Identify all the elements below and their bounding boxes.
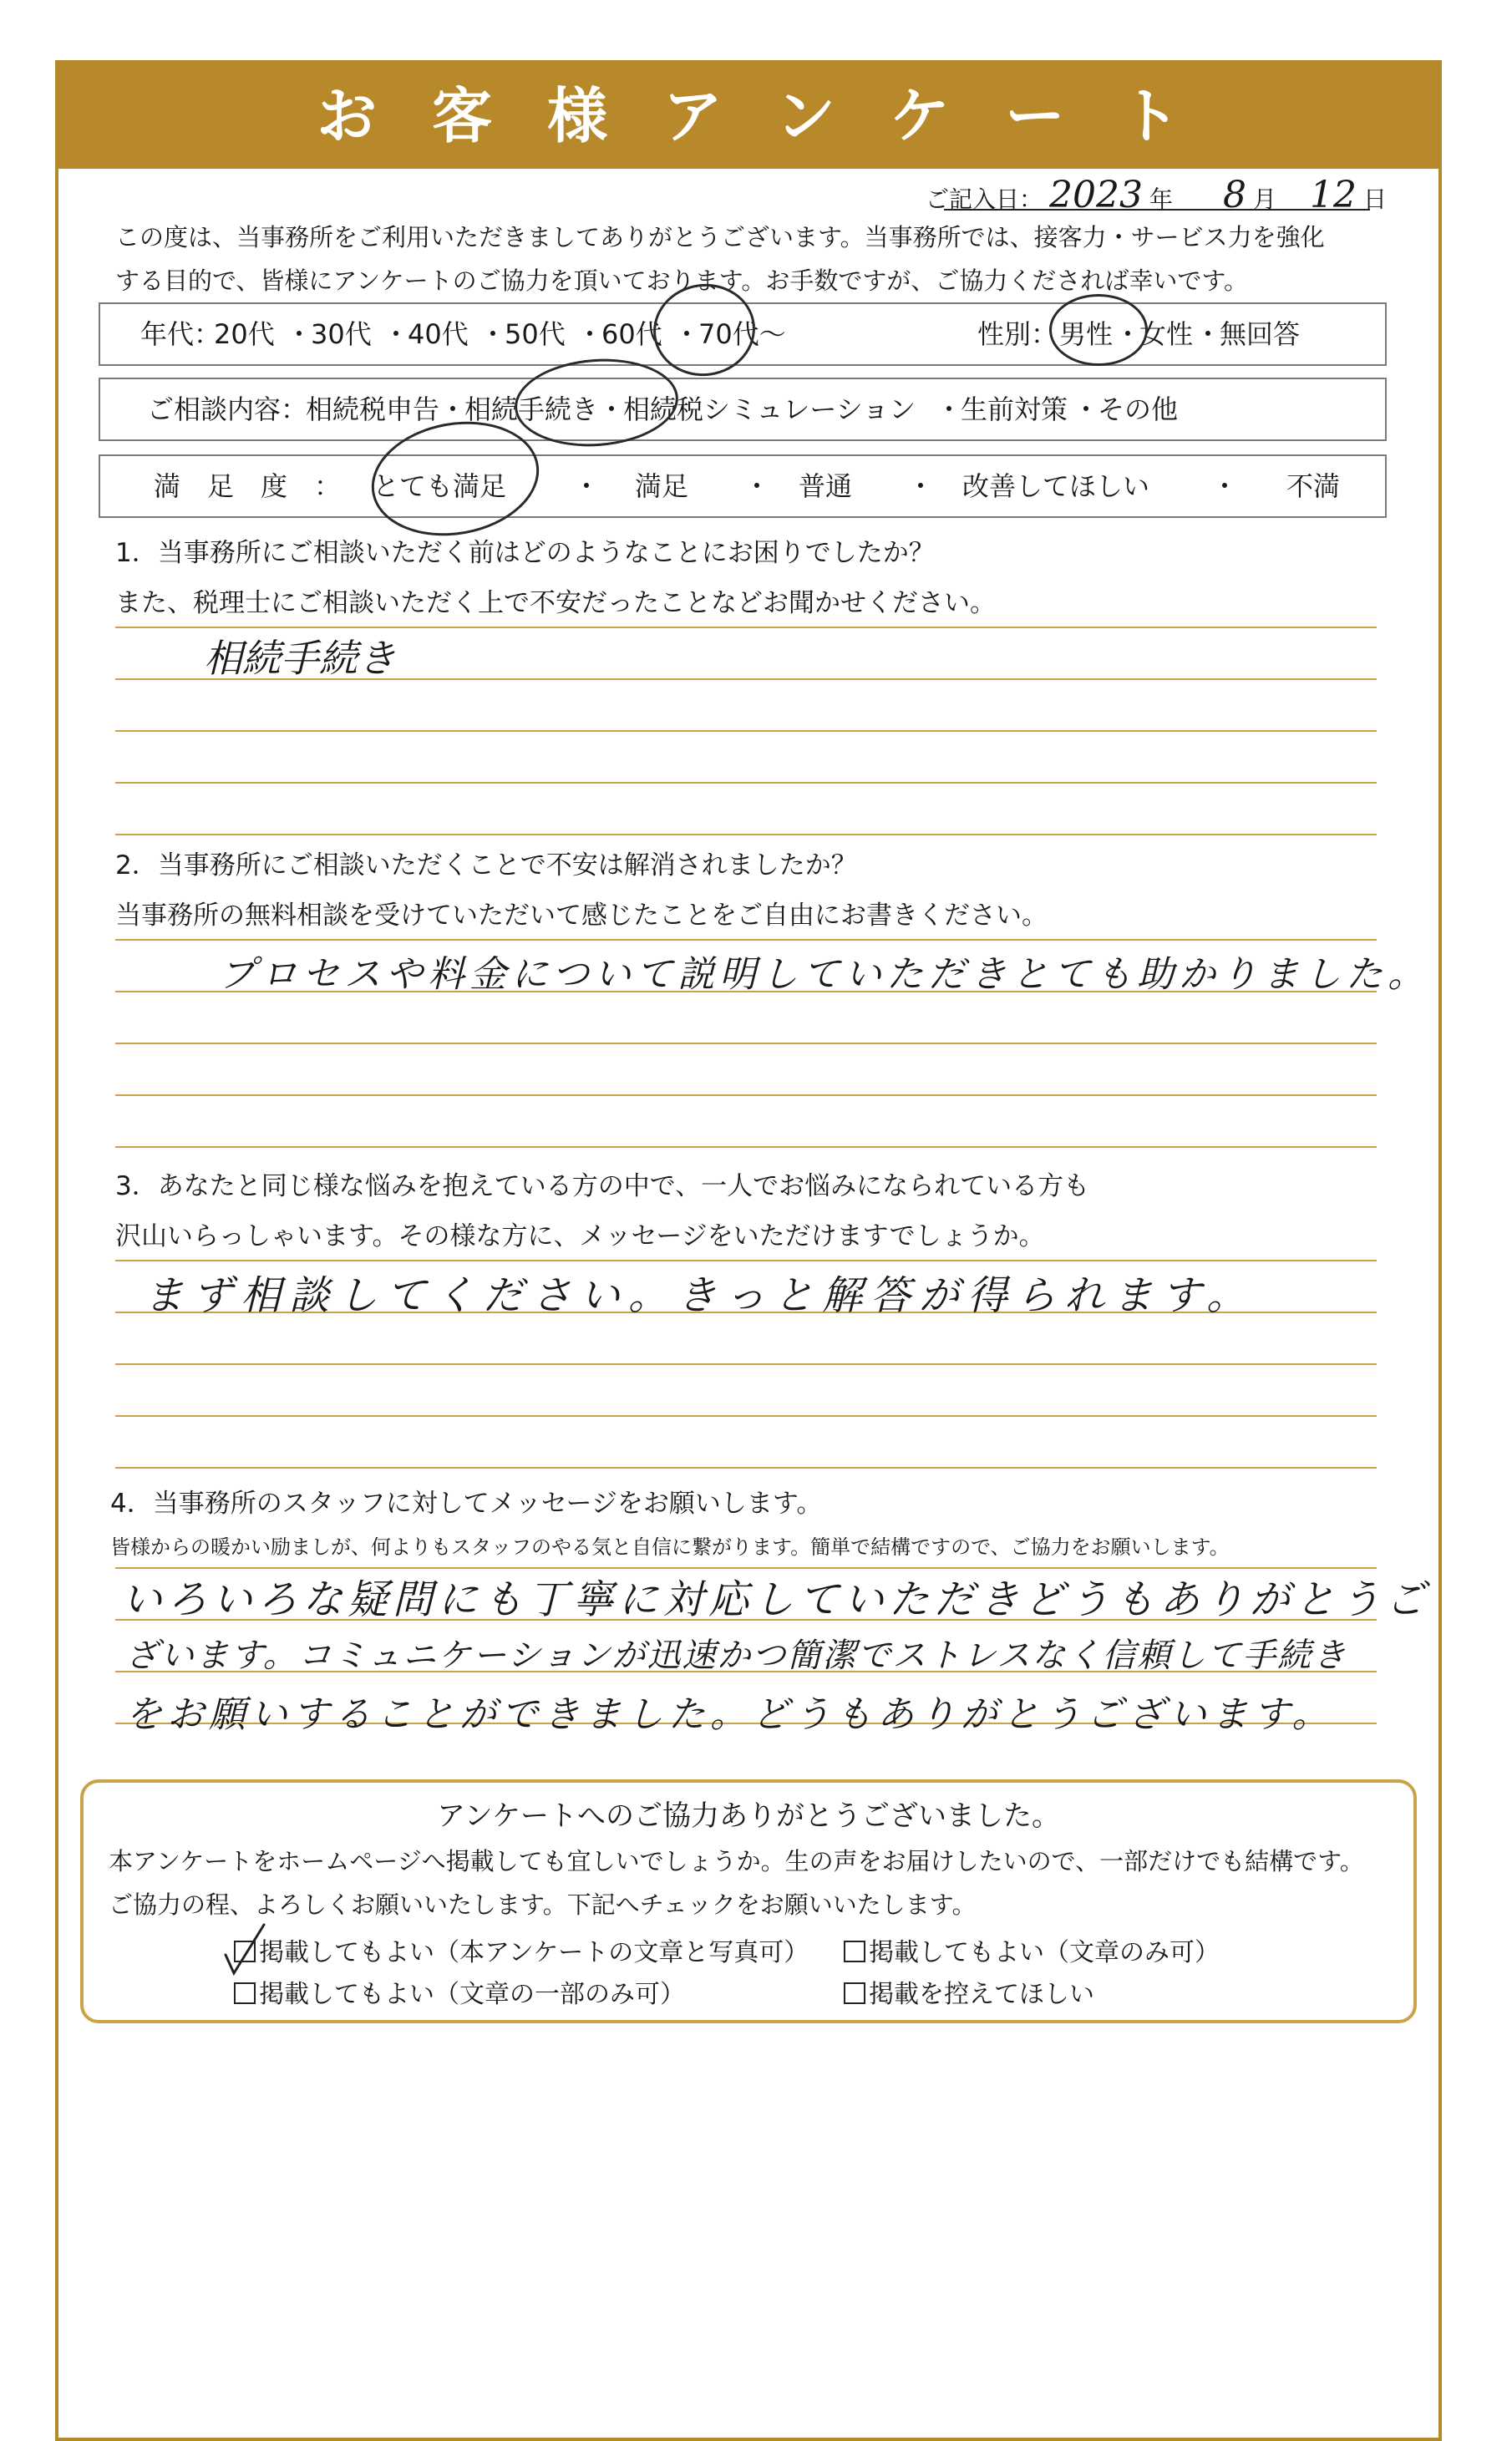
date-year-unit: 年 <box>1149 185 1173 213</box>
q4-answer-line-1: いろいろな疑問にも丁寧に対応していただきどうもありがとうご <box>122 1576 1431 1623</box>
q2-line-1: 2．当事務所にご相談いただくことで不安は解消されましたか？ <box>115 850 857 880</box>
age-option-30[interactable]: 30代 <box>311 318 372 350</box>
consult-option-other[interactable]: その他 <box>1098 393 1179 425</box>
q4-answer-line-2: ざいます。コミュニケーションが迅速かつ簡潔でストレスなく信頼して手続き <box>125 1637 1348 1675</box>
age-option-40[interactable]: 40代 <box>408 318 469 350</box>
q3-rule-1 <box>115 1260 1377 1261</box>
satisfaction-box: 満 足 度 ： とても満足 ・ 満足 ・ 普通 ・ 改善してほしい ・ 不満 <box>99 454 1387 518</box>
consult-box: ご相談内容： 相続税申告 ・ 相続手続き ・ 相続税シミュレーション ・ 生前対策 ・ その他 <box>99 378 1387 441</box>
q2-answer: プロセスや料金について説明していただきとても助かりました。 <box>219 953 1430 996</box>
date-month: 8 <box>1222 174 1246 216</box>
q1-line-1: 1．当事務所にご相談いただく前はどのようなことにお困りでしたか？ <box>115 538 935 568</box>
age-label: 年代： <box>140 318 221 350</box>
consent-option-decline[interactable] <box>844 1973 1094 2010</box>
q4-answer-line-3: をお願いすることができました。どうもありがとうございます。 <box>125 1693 1334 1736</box>
q3-line-2: 沢山いらっしゃいます。その様な方に、メッセージをいただけますでしょうか。 <box>115 1221 1045 1251</box>
intro-text <box>115 216 1402 302</box>
consult-option-estate-planning[interactable]: 生前対策 <box>961 393 1068 425</box>
q2-rule-1 <box>115 939 1377 941</box>
q1-answer: 相続手続き <box>204 636 396 681</box>
q3-rule-5 <box>115 1467 1377 1469</box>
q3-rule-3 <box>115 1363 1377 1365</box>
consent-label-full: 掲載してもよい（本アンケートの文章と写真可） <box>259 1938 809 1967</box>
consent-checkbox-decline[interactable] <box>844 1982 865 2004</box>
satisfaction-option-very-satisfied[interactable]: とても満足 <box>373 470 507 502</box>
gender-selected-circle <box>1049 294 1148 366</box>
consult-option-simulation[interactable]: 相続税シミュレーション <box>623 393 916 425</box>
satisfaction-option-satisfied[interactable]: 満足 <box>635 470 689 502</box>
page-title: お客様アンケート <box>317 81 1235 151</box>
age-option-70[interactable]: 70代～ <box>698 318 786 350</box>
q3-rule-4 <box>115 1415 1377 1417</box>
gender-label: 性別： <box>977 318 1058 350</box>
q2-rule-3 <box>115 1043 1377 1044</box>
consent-option-full[interactable] <box>234 1931 809 1968</box>
consent-checkbox-partial[interactable] <box>234 1982 256 2004</box>
gender-option-male[interactable]: 男性 <box>1059 318 1114 350</box>
q3-line-1: 3．あなたと同じ様な悩みを抱えている方の中で、一人でお悩みになられている方も <box>115 1171 1090 1201</box>
intro-line-1: この度は、当事務所をご利用いただきましてありがとうございます。当事務所では、接客力・サービス力を強化 <box>115 223 1325 251</box>
thanks-line-1: 本アンケートをホームページへ掲載しても宜しいでしょうか。生の声をお届けしたいので、一部だけでも結構です。 <box>109 1847 1364 1875</box>
consult-option-tax-return[interactable]: 相続税申告 <box>306 393 440 425</box>
date-month-unit: 月 <box>1252 185 1276 213</box>
intro-line-2: する目的で、皆様にアンケートのご協力を頂いております。お手数ですが、ご協力くだされば幸いです。 <box>115 266 1249 295</box>
q2-rule-4 <box>115 1094 1377 1096</box>
check-mark-icon <box>222 1921 272 1980</box>
consent-label-partial: 掲載してもよい（文章の一部のみ可） <box>259 1980 685 2009</box>
q1-line-2: また、税理士にご相談いただく上で不安だったことなどお聞かせください。 <box>115 588 996 618</box>
q1-rule-4 <box>115 782 1377 784</box>
q4-line-1: 4．当事務所のスタッフに対してメッセージをお願いします。 <box>110 1489 823 1519</box>
date-year: 2023 <box>1048 174 1143 216</box>
satisfaction-option-normal[interactable]: 普通 <box>799 470 853 502</box>
consent-label-decline: 掲載を控えてほしい <box>869 1980 1094 2009</box>
age-option-50[interactable]: 50代 <box>505 318 566 350</box>
thanks-title: アンケートへのご協力ありがとうございました。 <box>437 1799 1060 1833</box>
consent-option-text-only[interactable] <box>844 1931 1220 1968</box>
q4-line-2: 皆様からの暖かい励ましが、何よりもスタッフのやる気と自信に繋がります。簡単で結構ですので、ご協力をお願いします。 <box>110 1535 1230 1559</box>
gender-option-none[interactable]: 無回答 <box>1220 318 1301 350</box>
date-day: 12 <box>1309 174 1357 216</box>
date-day-unit: 日 <box>1362 185 1387 213</box>
q2-rule-5 <box>115 1146 1377 1148</box>
q1-rule-5 <box>115 834 1377 835</box>
thanks-body <box>109 1840 1412 1926</box>
q1-rule-3 <box>115 730 1377 732</box>
q3-answer: まず相談してください。きっと解答が得られます。 <box>144 1272 1256 1319</box>
age-option-60[interactable]: 60代 <box>601 318 662 350</box>
gender-option-female[interactable]: 女性 <box>1139 318 1194 350</box>
age-option-20[interactable]: 20代 <box>214 318 275 350</box>
date-label: ご記入日： <box>925 185 1043 213</box>
satisfaction-label: 満 足 度 ： <box>154 470 342 502</box>
q2-line-2: 当事務所の無料相談を受けていただいて感じたことをご自由にお書きください。 <box>115 901 1048 931</box>
consult-label: ご相談内容： <box>147 393 308 425</box>
age-gender-box: 年代： 20代 ・ 30代 ・ 40代 ・ 50代 ・ 60代 ・ 70代～ 性別： 男性 ・ 女性 ・ 無回答 <box>99 302 1387 366</box>
consult-option-procedure[interactable]: 相続手続き <box>464 393 599 425</box>
date-underline <box>944 209 1370 211</box>
consent-checkbox-text-only[interactable] <box>844 1941 865 1962</box>
satisfaction-option-improve[interactable]: 改善してほしい <box>962 470 1150 502</box>
consent-option-partial[interactable] <box>234 1973 685 2010</box>
consent-label-text-only: 掲載してもよい（文章のみ可） <box>869 1938 1220 1967</box>
satisfaction-option-dissatisfied[interactable]: 不満 <box>1286 470 1341 502</box>
thanks-line-2: ご協力の程、よろしくお願いいたします。下記へチェックをお願いいたします。 <box>109 1890 977 1919</box>
